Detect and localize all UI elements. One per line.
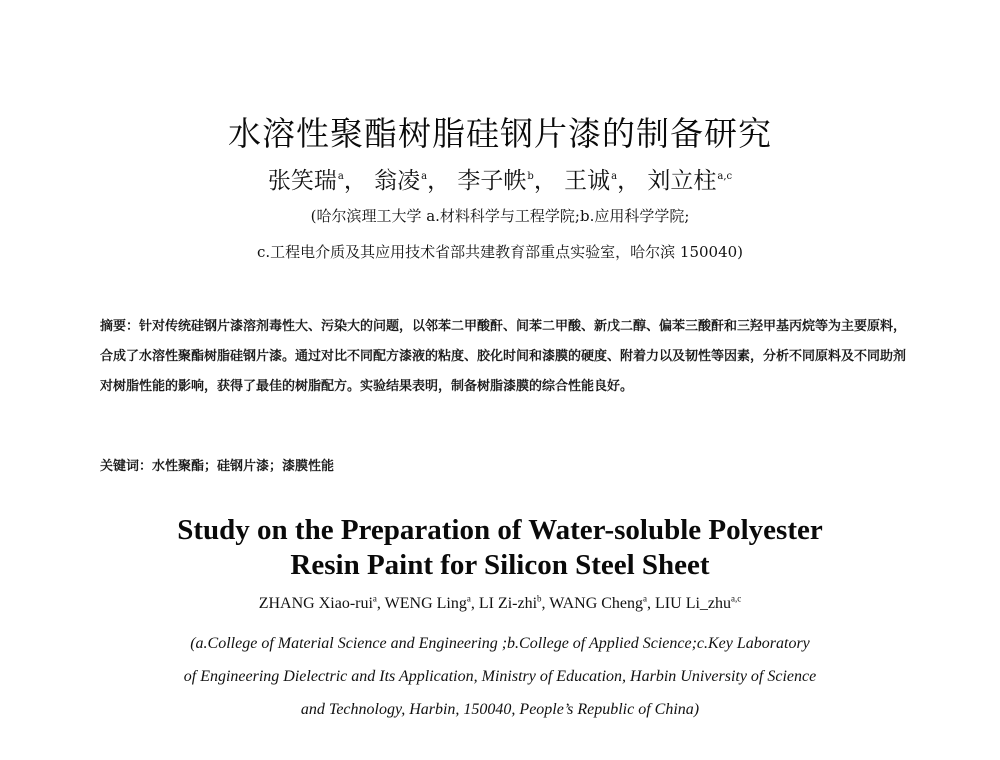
chinese-affiliation-line-2: c.工程电介质及其应用技术省部共建教育部重点实验室，哈尔滨 150040) bbox=[256, 243, 744, 261]
english-author-list bbox=[0, 594, 1000, 613]
chinese-author-list bbox=[0, 162, 1000, 195]
chinese-affiliation-line-1: (哈尔滨理工大学 a.材料科学与工程学院;b.应用科学学院; bbox=[310, 207, 690, 225]
chinese-keywords bbox=[100, 455, 334, 474]
keywords-label: 关键词： bbox=[100, 459, 153, 474]
english-title bbox=[0, 513, 1000, 583]
author: 王诚$^a$， bbox=[564, 168, 641, 194]
english-affiliation-line-3: and Technology, Harbin, 150040, People’s Republic of China) bbox=[300, 701, 700, 718]
author: 张笑瑞$^a$， bbox=[267, 168, 367, 194]
chinese-title: 水溶性聚酯树脂硅钢片漆的制备研究 bbox=[228, 114, 772, 153]
chinese-abstract bbox=[100, 312, 908, 402]
abstract-label: 摘要： bbox=[100, 319, 140, 334]
author: LI Zi-zhi$^b$, bbox=[478, 594, 550, 613]
author: LIU Li_zhu$^{a,c}$ bbox=[655, 594, 742, 613]
author: ZHANG Xiao-rui$^a$, bbox=[258, 594, 385, 613]
author: 刘立柱$^{a,c}$ bbox=[647, 168, 733, 194]
author: WENG Ling$^a$, bbox=[384, 594, 479, 613]
english-title-line-1: Study on the Preparation of Water-soluble Polyester bbox=[177, 514, 823, 546]
abstract-text: 针对传统硅钢片漆溶剂毒性大、污染大的问题，以邻苯二甲酸酐、间苯二甲酸、新戊二醇、偏苯三酸酐和三羟甲基丙烷等为主要原料，合成了水溶性聚酯树脂硅钢片漆。通过对比不同配方漆液的粘度、胶化时间和漆膜的硬度、附着力以及韧性等因素，分析不同原料及不同助剂对树脂性能的影响，获得了最佳的树脂配方。实验结果表明，制备树脂漆膜的综合性能良好。 bbox=[100, 319, 907, 394]
english-affiliation-line-1: (a.College of Material Science and Engineering ;b.College of Applied Science;c.Key Laboratory bbox=[190, 635, 810, 652]
author: WANG Cheng$^a$, bbox=[549, 594, 656, 613]
keywords-text: 水性聚酯；硅钢片漆；漆膜性能 bbox=[152, 459, 335, 474]
english-title-line-2: Resin Paint for Silicon Steel Sheet bbox=[290, 549, 710, 581]
author: 翁凌$^a$， bbox=[374, 168, 451, 194]
english-affiliation bbox=[0, 627, 1000, 726]
english-affiliation-line-2: of Engineering Dielectric and Its Application, Ministry of Education, Harbin University of Science bbox=[183, 668, 817, 685]
author: 李子帙$^b$， bbox=[457, 168, 557, 194]
